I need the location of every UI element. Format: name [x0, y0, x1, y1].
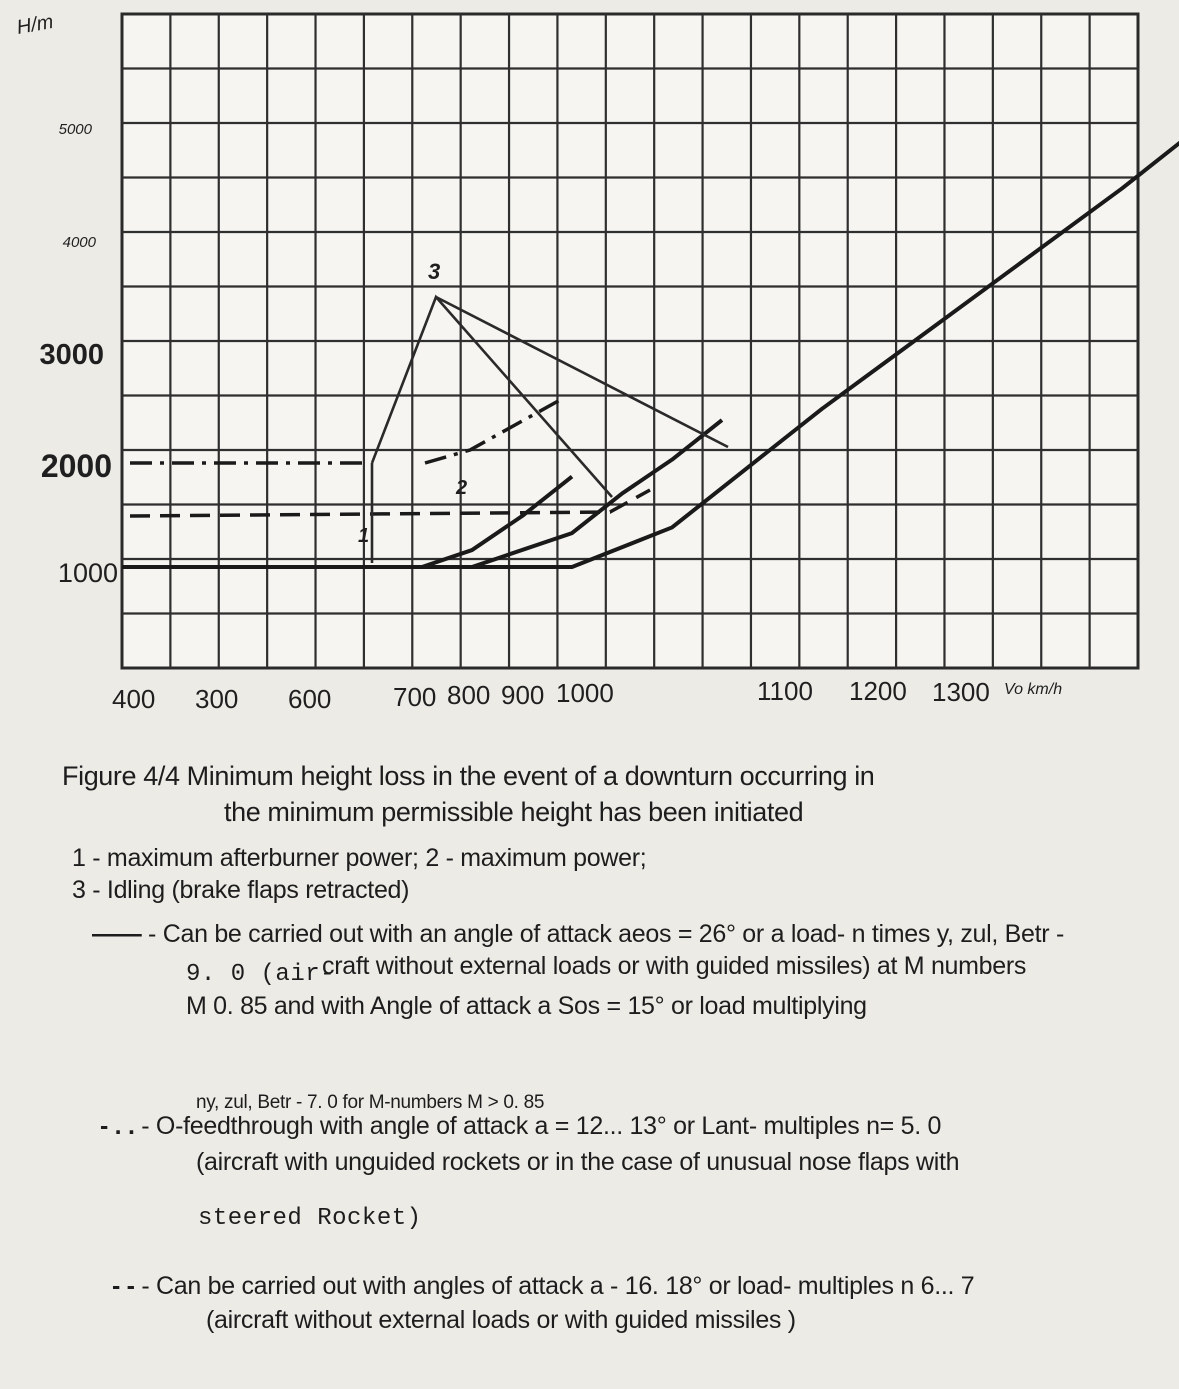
- legend-solid-line-2: [186, 956, 335, 991]
- legend-dash-line-2: (aircraft without external loads or with guided missiles ): [206, 1306, 796, 1334]
- legend-dashdot-line-1: [100, 1110, 941, 1143]
- legend-solid-line-2b: craft without external loads or with guided missiles) at M numbers: [322, 952, 1027, 980]
- y-tick-1000: 1000: [57, 558, 118, 588]
- dashdot-symbol: - . .: [100, 1112, 135, 1140]
- solid-desc-2a: 9. 0 (air-: [186, 961, 336, 988]
- curve-label-3: 3: [428, 259, 441, 284]
- dashdot-desc-1: - O-feedthrough with angle of attack a = 12... 13° or Lant- multiples n= 5. 0: [134, 1112, 942, 1140]
- legend-item-3: 3 - Idling (brake flaps retracted): [72, 876, 410, 904]
- solid-line-symbol: ——: [92, 920, 142, 948]
- x-tick-400: 400: [112, 684, 156, 714]
- legend-dashdot-line-2: (aircraft with unguided rockets or in the case of unusual nose flaps with: [196, 1148, 960, 1176]
- x-tick-1100: 1100: [757, 676, 813, 706]
- x-tick-1200: 1200: [849, 676, 907, 706]
- figure-caption: [62, 758, 1062, 830]
- x-tick-1000: 1000: [556, 678, 614, 708]
- dash-symbol: - -: [112, 1272, 135, 1300]
- x-tick-1300: 1300: [932, 677, 990, 707]
- x-unit-label: Vo km/h: [1004, 681, 1063, 698]
- caption-line-1: Figure 4/4 Minimum height loss in the event of a downturn occurring in: [62, 761, 875, 791]
- caption-line-2: the minimum permissible height has been initiated: [224, 797, 804, 827]
- legend-dashdot-line-3: steered Rocket): [198, 1205, 422, 1232]
- y-unit-label: H/m: [15, 10, 55, 39]
- y-tick-labels: [39, 121, 118, 588]
- curve-label-1: 1: [358, 525, 370, 547]
- x-tick-600: 600: [288, 684, 332, 714]
- y-tick-3000: 3000: [39, 339, 104, 371]
- y-tick-2000: 2000: [40, 448, 112, 484]
- x-tick-labels: [112, 676, 990, 714]
- x-tick-900: 900: [501, 680, 545, 710]
- dash-desc-1: - Can be carried out with angles of attack a - 16. 18° or load- multiples n 6... 7: [134, 1272, 975, 1300]
- solid-desc-1: - Can be carried out with an angle of attack aeos = 26° or a load- n times y, zul, Betr -: [141, 920, 1065, 948]
- legend-dash-line-1: [112, 1270, 974, 1303]
- y-tick-5000: 5000: [58, 121, 92, 138]
- x-tick-800: 800: [447, 680, 491, 710]
- x-tick-700: 700: [393, 682, 437, 712]
- y-tick-4000: 4000: [62, 234, 96, 251]
- legend-item-1-2: 1 - maximum afterburner power; 2 - maximum power;: [72, 844, 647, 872]
- x-tick-300: 300: [195, 684, 239, 714]
- curve-label-2: 2: [456, 477, 468, 499]
- chart-grid: [122, 14, 1138, 668]
- legend-ny-line: ny, zul, Betr - 7. 0 for M-numbers M > 0. 85: [196, 1092, 545, 1113]
- legend-solid-line-1: [92, 918, 1064, 951]
- legend-solid-line-3: M 0. 85 and with Angle of attack a Sos = 15° or load multiplying: [186, 992, 867, 1020]
